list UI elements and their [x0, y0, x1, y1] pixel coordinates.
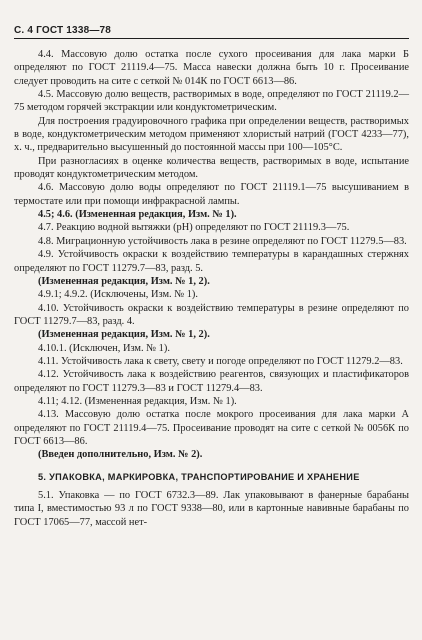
- paragraph-4-4: 4.4. Массовую долю остатка после сухого просеивания для лака марки Б определяют по ГОСТ 21119.4—75. Масса навески должна быть 10 г. Просеивание следует проводить на сите с сеткой № 014К по ГОСТ 6613—86.: [14, 49, 409, 87]
- paragraph-5-1: 5.1. Упаковка — по ГОСТ 6732.3—89. Лак упаковывают в фанерные барабаны типа I, вместимостью 93 л по ГОСТ 9338—80, или в картонные навивные барабаны по ГОСТ 17065—77, массой нет-: [14, 490, 409, 528]
- paragraph-4-10-1: 4.10.1. (Исключен, Изм. № 1).: [38, 342, 170, 354]
- paragraph-4-5: 4.5. Массовую долю веществ, растворимых в воде, определяют по ГОСТ 21119.2—75 методом горячей экстракции или кондуктометрическим.: [14, 89, 409, 114]
- paragraph-disagreement: При разногласиях в оценке количества веществ, растворимых в воде, испытание проводят кондуктометрическим методом.: [14, 155, 409, 181]
- paragraph-4-10: 4.10. Устойчивость окраски к воздействию температуры в резине определяют по ГОСТ 11279.7—83, разд. 4.: [14, 302, 409, 327]
- section-heading: 5. УПАКОВКА, МАРКИРОВКА, ТРАНСПОРТИРОВАНИЕ И ХРАНЕНИЕ: [38, 471, 360, 482]
- paragraph-4-7: 4.7. Реакцию водной вытяжки (pH) определяют по ГОСТ 21119.3—75.: [38, 222, 350, 234]
- paragraph-4-12: 4.12. Устойчивость лака к воздействию реагентов, связующих и пластификаторов определяют по ГОСТ 11279.3—83 и ГОСТ 11279.4—83.: [14, 369, 409, 394]
- paragraph-4-13: 4.13. Массовую долю остатка после мокрого просеивания для лака марки А определяют по ГОСТ 21119.4—75. Просеивание проводят на сите с сеткой № 0056К по ГОСТ 6613—86.: [14, 409, 409, 447]
- amendment-note: (Введен дополнительно, Изм. № 2).: [38, 449, 203, 461]
- amendment-note: (Измененная редакция, Изм. № 1, 2).: [38, 329, 210, 341]
- paragraph-4-6: 4.6. Массовую долю воды определяют по ГОСТ 21119.1—75 высушиванием в термостате или при помощи инфракрасной лампы.: [14, 182, 409, 207]
- paragraph-4-11: 4.11. Устойчивость лака к свету, свету и погоде определяют по ГОСТ 11279.2—83.: [38, 355, 403, 367]
- amendment-note: (Измененная редакция, Изм. № 1, 2).: [38, 275, 210, 287]
- paragraph-4-11-4-12: 4.11; 4.12. (Измененная редакция, Изм. № 1).: [38, 395, 237, 407]
- paragraph-calibration: Для построения градуировочного графика при определении веществ, растворимых в воде, кондуктометрическим методом применяют хлористый натрий (ГОСТ 4233—77), х. ч., предварительно высушенный до постоянной массы при 100—105°С.: [14, 115, 409, 154]
- document-body: [14, 48, 409, 529]
- page-header: С. 4 ГОСТ 1338—78: [14, 25, 112, 36]
- paragraph-4-9-1: 4.9.1; 4.9.2. (Исключены, Изм. № 1).: [38, 289, 198, 301]
- amendment-note: 4.5; 4.6. (Измененная редакция, Изм. № 1).: [38, 209, 237, 221]
- paragraph-4-8: 4.8. Миграционную устойчивость лака в резине определяют по ГОСТ 11279.5—83.: [38, 235, 407, 247]
- paragraph-4-9: 4.9. Устойчивость окраски к воздействию температуры в карандашных стержнях определяют по ГОСТ 11279.7—83, разд. 5.: [14, 249, 409, 274]
- header-rule: [14, 38, 409, 39]
